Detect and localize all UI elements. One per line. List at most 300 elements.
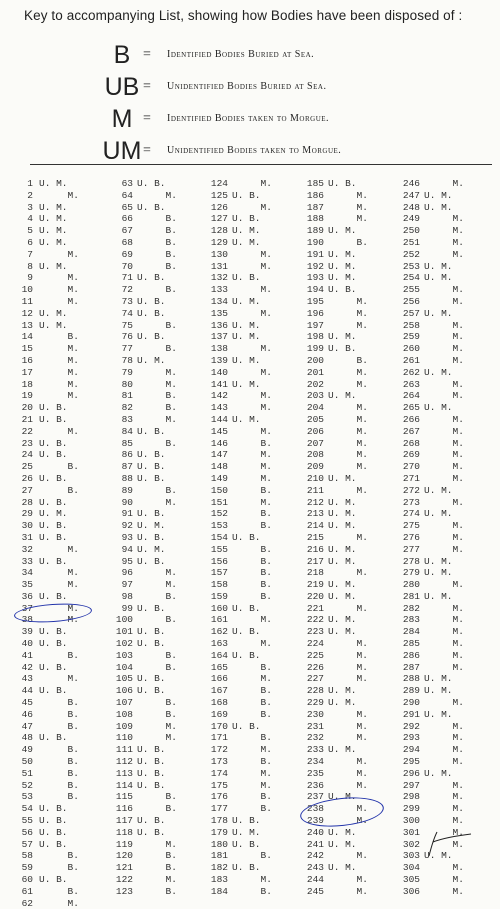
body-number: 199 bbox=[306, 343, 324, 355]
body-number: 293 bbox=[402, 732, 420, 744]
body-number: 102 bbox=[115, 638, 133, 650]
disposal-code: M. bbox=[232, 284, 272, 296]
body-number: 83 bbox=[121, 413, 133, 425]
body-number: 219 bbox=[306, 579, 324, 591]
disposal-code: U. B. bbox=[39, 449, 68, 461]
disposal-code: B. bbox=[137, 319, 177, 331]
body-number: 290 bbox=[402, 697, 420, 709]
body-number: 296 bbox=[402, 767, 420, 779]
body-number: 4 bbox=[27, 213, 33, 225]
disposal-code: U. M. bbox=[328, 520, 357, 532]
disposal-code: M. bbox=[137, 496, 177, 508]
disposal-code: M. bbox=[232, 472, 272, 484]
body-number: 80 bbox=[121, 378, 133, 390]
disposal-code: U. B. bbox=[232, 272, 261, 284]
body-number: 135 bbox=[210, 307, 228, 319]
disposal-code: U. B. bbox=[137, 272, 166, 284]
body-number: 261 bbox=[402, 354, 420, 366]
disposal-code: U. B. bbox=[232, 531, 261, 543]
disposal-code: M. bbox=[137, 720, 177, 732]
body-number: 245 bbox=[306, 885, 324, 897]
disposal-code: B. bbox=[137, 649, 177, 661]
body-number: 95 bbox=[121, 555, 133, 567]
disposal-code: M. bbox=[137, 838, 177, 850]
body-number: 142 bbox=[210, 390, 228, 402]
disposal-code: M. bbox=[232, 248, 272, 260]
body-number: 246 bbox=[402, 178, 420, 189]
body-number: 200 bbox=[306, 354, 324, 366]
body-number: 174 bbox=[210, 767, 228, 779]
body-number: 30 bbox=[21, 520, 33, 532]
disposal-code: U. M. bbox=[328, 272, 357, 284]
body-number: 178 bbox=[210, 815, 228, 827]
disposal-code: M. bbox=[328, 567, 368, 579]
disposal-code: B. bbox=[232, 484, 272, 496]
body-number: 301 bbox=[402, 826, 420, 838]
body-number: 269 bbox=[402, 449, 420, 461]
disposal-code: U. B. bbox=[39, 402, 68, 414]
body-number: 163 bbox=[210, 638, 228, 650]
body-number: 62 bbox=[21, 897, 33, 909]
body-number: 23 bbox=[21, 437, 33, 449]
disposal-code: M. bbox=[424, 602, 464, 614]
body-number: 264 bbox=[402, 390, 420, 402]
body-number: 240 bbox=[306, 826, 324, 838]
body-number: 46 bbox=[21, 708, 33, 720]
body-number: 236 bbox=[306, 779, 324, 791]
body-number: 35 bbox=[21, 579, 33, 591]
body-number: 29 bbox=[21, 508, 33, 520]
body-number: 87 bbox=[121, 461, 133, 473]
body-number: 288 bbox=[402, 673, 420, 685]
disposal-code: M. bbox=[424, 661, 464, 673]
disposal-code: M. bbox=[424, 838, 464, 850]
disposal-code: M. bbox=[232, 673, 272, 685]
disposal-code: U. M. bbox=[328, 508, 357, 520]
disposal-code: U. M. bbox=[424, 673, 453, 685]
disposal-code: M. bbox=[137, 189, 177, 201]
body-number: 104 bbox=[115, 661, 133, 673]
body-number: 169 bbox=[210, 708, 228, 720]
disposal-code: B. bbox=[137, 260, 177, 272]
body-number: 265 bbox=[402, 402, 420, 414]
body-number: 302 bbox=[402, 838, 420, 850]
disposal-code: U. M. bbox=[39, 225, 68, 237]
body-number: 69 bbox=[121, 248, 133, 260]
body-number: 77 bbox=[121, 343, 133, 355]
body-number: 170 bbox=[210, 720, 228, 732]
disposal-code: B. bbox=[232, 555, 272, 567]
disposal-code: U. M. bbox=[424, 201, 453, 213]
body-number: 193 bbox=[306, 272, 324, 284]
disposal-code: M. bbox=[137, 874, 177, 886]
disposal-code: M. bbox=[328, 720, 368, 732]
body-number: 93 bbox=[121, 531, 133, 543]
body-number: 68 bbox=[121, 236, 133, 248]
disposal-code: B. bbox=[328, 236, 368, 248]
body-number: 196 bbox=[306, 307, 324, 319]
body-number: 192 bbox=[306, 260, 324, 272]
body-number: 52 bbox=[21, 779, 33, 791]
body-number: 283 bbox=[402, 614, 420, 626]
disposal-code: U. B. bbox=[137, 638, 166, 650]
disposal-code: M. bbox=[39, 602, 79, 614]
body-number: 151 bbox=[210, 496, 228, 508]
body-number: 125 bbox=[210, 189, 228, 201]
disposal-code: M. bbox=[232, 307, 272, 319]
disposal-code: U. M. bbox=[328, 555, 357, 567]
body-number: 207 bbox=[306, 437, 324, 449]
body-number: 137 bbox=[210, 331, 228, 343]
body-number: 226 bbox=[306, 661, 324, 673]
body-number: 15 bbox=[21, 343, 33, 355]
disposal-code: M. bbox=[328, 402, 368, 414]
disposal-code: U. B. bbox=[232, 602, 261, 614]
disposal-code: M. bbox=[424, 413, 464, 425]
disposal-code: M. bbox=[424, 543, 464, 555]
disposal-code: M. bbox=[424, 744, 464, 756]
body-number: 90 bbox=[121, 496, 133, 508]
disposal-code: U. M. bbox=[328, 838, 357, 850]
body-number: 20 bbox=[21, 402, 33, 414]
legend-code: UM bbox=[102, 137, 142, 165]
disposal-code: M. bbox=[424, 225, 464, 237]
body-number: 175 bbox=[210, 779, 228, 791]
disposal-code: M. bbox=[424, 520, 464, 532]
disposal-code: M. bbox=[328, 437, 368, 449]
body-number: 214 bbox=[306, 520, 324, 532]
disposal-code: M. bbox=[424, 885, 464, 897]
body-number: 254 bbox=[402, 272, 420, 284]
disposal-code: M. bbox=[424, 354, 464, 366]
disposal-code: M. bbox=[39, 366, 79, 378]
body-number: 66 bbox=[121, 213, 133, 225]
body-number: 128 bbox=[210, 225, 228, 237]
body-number: 305 bbox=[402, 874, 420, 886]
disposal-code: M. bbox=[328, 885, 368, 897]
body-number: 138 bbox=[210, 343, 228, 355]
legend-code: B bbox=[113, 41, 131, 69]
disposal-code: U. M. bbox=[39, 319, 68, 331]
disposal-code: B. bbox=[39, 862, 79, 874]
body-number: 158 bbox=[210, 579, 228, 591]
disposal-code: U. B. bbox=[137, 331, 166, 343]
disposal-code: B. bbox=[39, 484, 79, 496]
legend-code: UB bbox=[104, 73, 140, 101]
disposal-code: M. bbox=[232, 366, 272, 378]
body-number: 145 bbox=[210, 425, 228, 437]
disposal-code: U. B. bbox=[39, 590, 68, 602]
disposal-code: U. B. bbox=[137, 673, 166, 685]
body-number: 259 bbox=[402, 331, 420, 343]
disposal-code: U. B. bbox=[328, 178, 357, 189]
disposal-code: M. bbox=[232, 874, 272, 886]
disposal-code: M. bbox=[328, 779, 368, 791]
disposal-code: M. bbox=[328, 413, 368, 425]
disposal-code: M. bbox=[424, 461, 464, 473]
body-number: 167 bbox=[210, 685, 228, 697]
body-number: 67 bbox=[121, 225, 133, 237]
disposal-code: U. B. bbox=[137, 602, 166, 614]
body-number: 134 bbox=[210, 295, 228, 307]
disposal-code: U. M. bbox=[232, 378, 261, 390]
disposal-code: U. M. bbox=[232, 331, 261, 343]
body-number: 281 bbox=[402, 590, 420, 602]
body-number: 228 bbox=[306, 685, 324, 697]
disposal-code: M. bbox=[232, 779, 272, 791]
disposal-code: M. bbox=[424, 248, 464, 260]
body-number: 70 bbox=[121, 260, 133, 272]
body-number: 176 bbox=[210, 791, 228, 803]
disposal-code: U. M. bbox=[424, 850, 453, 862]
disposal-code: M. bbox=[137, 366, 177, 378]
body-number: 237 bbox=[306, 791, 324, 803]
disposal-code: U. M. bbox=[39, 178, 68, 189]
disposal-code: U. M. bbox=[424, 307, 453, 319]
body-number: 36 bbox=[21, 590, 33, 602]
disposal-code: U. M. bbox=[232, 236, 261, 248]
disposal-code: B. bbox=[137, 708, 177, 720]
disposal-code: B. bbox=[232, 850, 272, 862]
body-number: 71 bbox=[121, 272, 133, 284]
disposal-code: B. bbox=[137, 402, 177, 414]
body-number: 201 bbox=[306, 366, 324, 378]
disposal-code: M. bbox=[137, 413, 177, 425]
body-number: 33 bbox=[21, 555, 33, 567]
body-number: 197 bbox=[306, 319, 324, 331]
disposal-code: M. bbox=[232, 201, 272, 213]
disposal-code: B. bbox=[137, 248, 177, 260]
disposal-code: U. B. bbox=[137, 767, 166, 779]
body-number: 155 bbox=[210, 543, 228, 555]
body-number: 140 bbox=[210, 366, 228, 378]
disposal-code: M. bbox=[328, 189, 368, 201]
legend-row-ub bbox=[0, 72, 500, 102]
disposal-code: U. B. bbox=[328, 343, 357, 355]
disposal-code: B. bbox=[232, 885, 272, 897]
body-number: 122 bbox=[115, 874, 133, 886]
body-number: 223 bbox=[306, 626, 324, 638]
disposal-code: U. B. bbox=[232, 189, 261, 201]
body-number: 233 bbox=[306, 744, 324, 756]
disposal-code: U. B. bbox=[39, 803, 68, 815]
disposal-code: B. bbox=[39, 756, 79, 768]
disposal-code: U. M. bbox=[328, 472, 357, 484]
body-number: 250 bbox=[402, 225, 420, 237]
disposal-code: M. bbox=[424, 803, 464, 815]
body-number: 225 bbox=[306, 649, 324, 661]
body-number: 292 bbox=[402, 720, 420, 732]
disposal-code: B. bbox=[137, 661, 177, 673]
body-number: 27 bbox=[21, 484, 33, 496]
body-number: 232 bbox=[306, 732, 324, 744]
body-number: 74 bbox=[121, 307, 133, 319]
disposal-code: M. bbox=[232, 767, 272, 779]
body-number: 177 bbox=[210, 803, 228, 815]
body-number: 280 bbox=[402, 579, 420, 591]
disposal-code: B. bbox=[137, 343, 177, 355]
disposal-code: M. bbox=[39, 189, 79, 201]
disposal-code: M. bbox=[424, 295, 464, 307]
body-number: 10 bbox=[21, 284, 33, 296]
body-number: 111 bbox=[115, 744, 133, 756]
body-number: 103 bbox=[115, 649, 133, 661]
disposal-code: M. bbox=[424, 378, 464, 390]
disposal-code: M. bbox=[232, 461, 272, 473]
body-number: 150 bbox=[210, 484, 228, 496]
disposal-code: M. bbox=[424, 390, 464, 402]
body-number: 28 bbox=[21, 496, 33, 508]
disposal-code: B. bbox=[232, 732, 272, 744]
disposal-code: B. bbox=[137, 236, 177, 248]
disposal-code: M. bbox=[328, 815, 368, 827]
disposal-code: U. B. bbox=[232, 626, 261, 638]
body-number: 172 bbox=[210, 744, 228, 756]
disposal-code: U. M. bbox=[424, 366, 453, 378]
disposal-code: U. B. bbox=[39, 437, 68, 449]
disposal-code: M. bbox=[232, 425, 272, 437]
body-number: 198 bbox=[306, 331, 324, 343]
disposal-code: M. bbox=[424, 531, 464, 543]
disposal-code: U. M. bbox=[424, 708, 453, 720]
body-number: 289 bbox=[402, 685, 420, 697]
body-number: 284 bbox=[402, 626, 420, 638]
disposal-code: M. bbox=[232, 496, 272, 508]
body-number: 275 bbox=[402, 520, 420, 532]
disposal-code: U. M. bbox=[328, 826, 357, 838]
handwritten-mark bbox=[425, 828, 475, 858]
body-number: 53 bbox=[21, 791, 33, 803]
body-number: 183 bbox=[210, 874, 228, 886]
body-number: 101 bbox=[115, 626, 133, 638]
body-number: 120 bbox=[115, 850, 133, 862]
disposal-code: M. bbox=[328, 366, 368, 378]
body-number: 112 bbox=[115, 756, 133, 768]
disposal-code: B. bbox=[39, 791, 79, 803]
body-number: 263 bbox=[402, 378, 420, 390]
disposal-code: M. bbox=[424, 425, 464, 437]
body-number: 139 bbox=[210, 354, 228, 366]
body-number: 59 bbox=[21, 862, 33, 874]
body-number: 297 bbox=[402, 779, 420, 791]
body-number: 278 bbox=[402, 555, 420, 567]
disposal-code: U. M. bbox=[424, 567, 453, 579]
disposal-code: M. bbox=[39, 272, 79, 284]
disposal-code: U. B. bbox=[39, 638, 68, 650]
disposal-code: U. M. bbox=[328, 791, 357, 803]
body-number: 92 bbox=[121, 520, 133, 532]
body-number: 114 bbox=[115, 779, 133, 791]
disposal-code: M. bbox=[328, 449, 368, 461]
body-number: 294 bbox=[402, 744, 420, 756]
disposal-code: U. B. bbox=[39, 555, 68, 567]
disposal-code: B. bbox=[39, 697, 79, 709]
body-number: 253 bbox=[402, 260, 420, 272]
disposal-code: B. bbox=[137, 484, 177, 496]
body-number: 154 bbox=[210, 531, 228, 543]
body-number: 218 bbox=[306, 567, 324, 579]
disposal-code: B. bbox=[232, 579, 272, 591]
body-number: 195 bbox=[306, 295, 324, 307]
body-number: 105 bbox=[115, 673, 133, 685]
body-number: 235 bbox=[306, 767, 324, 779]
disposal-code: M. bbox=[424, 343, 464, 355]
disposal-code: U. M. bbox=[328, 614, 357, 626]
disposal-code: M. bbox=[328, 425, 368, 437]
body-number: 295 bbox=[402, 756, 420, 768]
body-number: 79 bbox=[121, 366, 133, 378]
body-number: 22 bbox=[21, 425, 33, 437]
disposal-code: M. bbox=[328, 484, 368, 496]
disposal-code: M. bbox=[424, 756, 464, 768]
body-number: 249 bbox=[402, 213, 420, 225]
disposal-code: M. bbox=[328, 295, 368, 307]
disposal-code: U. M. bbox=[328, 496, 357, 508]
disposal-code: U. M. bbox=[424, 685, 453, 697]
disposal-code: M. bbox=[232, 744, 272, 756]
disposal-code: M. bbox=[424, 791, 464, 803]
disposal-code: M. bbox=[39, 425, 79, 437]
body-number: 157 bbox=[210, 567, 228, 579]
body-number: 298 bbox=[402, 791, 420, 803]
body-number: 205 bbox=[306, 413, 324, 425]
body-number: 55 bbox=[21, 815, 33, 827]
legend-description: Identified Bodies Buried at Sea. bbox=[167, 49, 315, 60]
body-number: 56 bbox=[21, 826, 33, 838]
disposal-code: U. B. bbox=[137, 756, 166, 768]
disposal-code: M. bbox=[424, 720, 464, 732]
body-number: 89 bbox=[121, 484, 133, 496]
disposal-code: M. bbox=[39, 378, 79, 390]
disposal-code: U. B. bbox=[137, 449, 166, 461]
body-number: 304 bbox=[402, 862, 420, 874]
body-number: 274 bbox=[402, 508, 420, 520]
disposal-code: U. B. bbox=[137, 295, 166, 307]
body-number: 231 bbox=[306, 720, 324, 732]
body-number: 107 bbox=[115, 697, 133, 709]
body-number: 241 bbox=[306, 838, 324, 850]
disposal-code: M. bbox=[328, 661, 368, 673]
disposal-code: M. bbox=[232, 343, 272, 355]
body-number: 216 bbox=[306, 543, 324, 555]
body-number: 63 bbox=[121, 178, 133, 189]
body-number: 186 bbox=[306, 189, 324, 201]
body-number: 222 bbox=[306, 614, 324, 626]
disposal-code: M. bbox=[328, 201, 368, 213]
disposal-code: U. B. bbox=[137, 461, 166, 473]
body-number: 181 bbox=[210, 850, 228, 862]
disposal-code: M. bbox=[424, 826, 464, 838]
body-number: 271 bbox=[402, 472, 420, 484]
disposal-code: B. bbox=[137, 850, 177, 862]
disposal-code: U. M. bbox=[328, 390, 357, 402]
disposal-code: M. bbox=[424, 649, 464, 661]
body-number: 148 bbox=[210, 461, 228, 473]
body-number: 6 bbox=[27, 236, 33, 248]
body-number: 300 bbox=[402, 815, 420, 827]
body-number: 97 bbox=[121, 579, 133, 591]
body-number: 188 bbox=[306, 213, 324, 225]
body-number: 182 bbox=[210, 862, 228, 874]
disposal-code: M. bbox=[424, 178, 464, 189]
body-number: 208 bbox=[306, 449, 324, 461]
disposal-code: B. bbox=[137, 697, 177, 709]
disposal-code: M. bbox=[424, 579, 464, 591]
body-number: 5 bbox=[27, 225, 33, 237]
legend-equals: = bbox=[143, 143, 151, 158]
body-number: 34 bbox=[21, 567, 33, 579]
body-number: 267 bbox=[402, 425, 420, 437]
